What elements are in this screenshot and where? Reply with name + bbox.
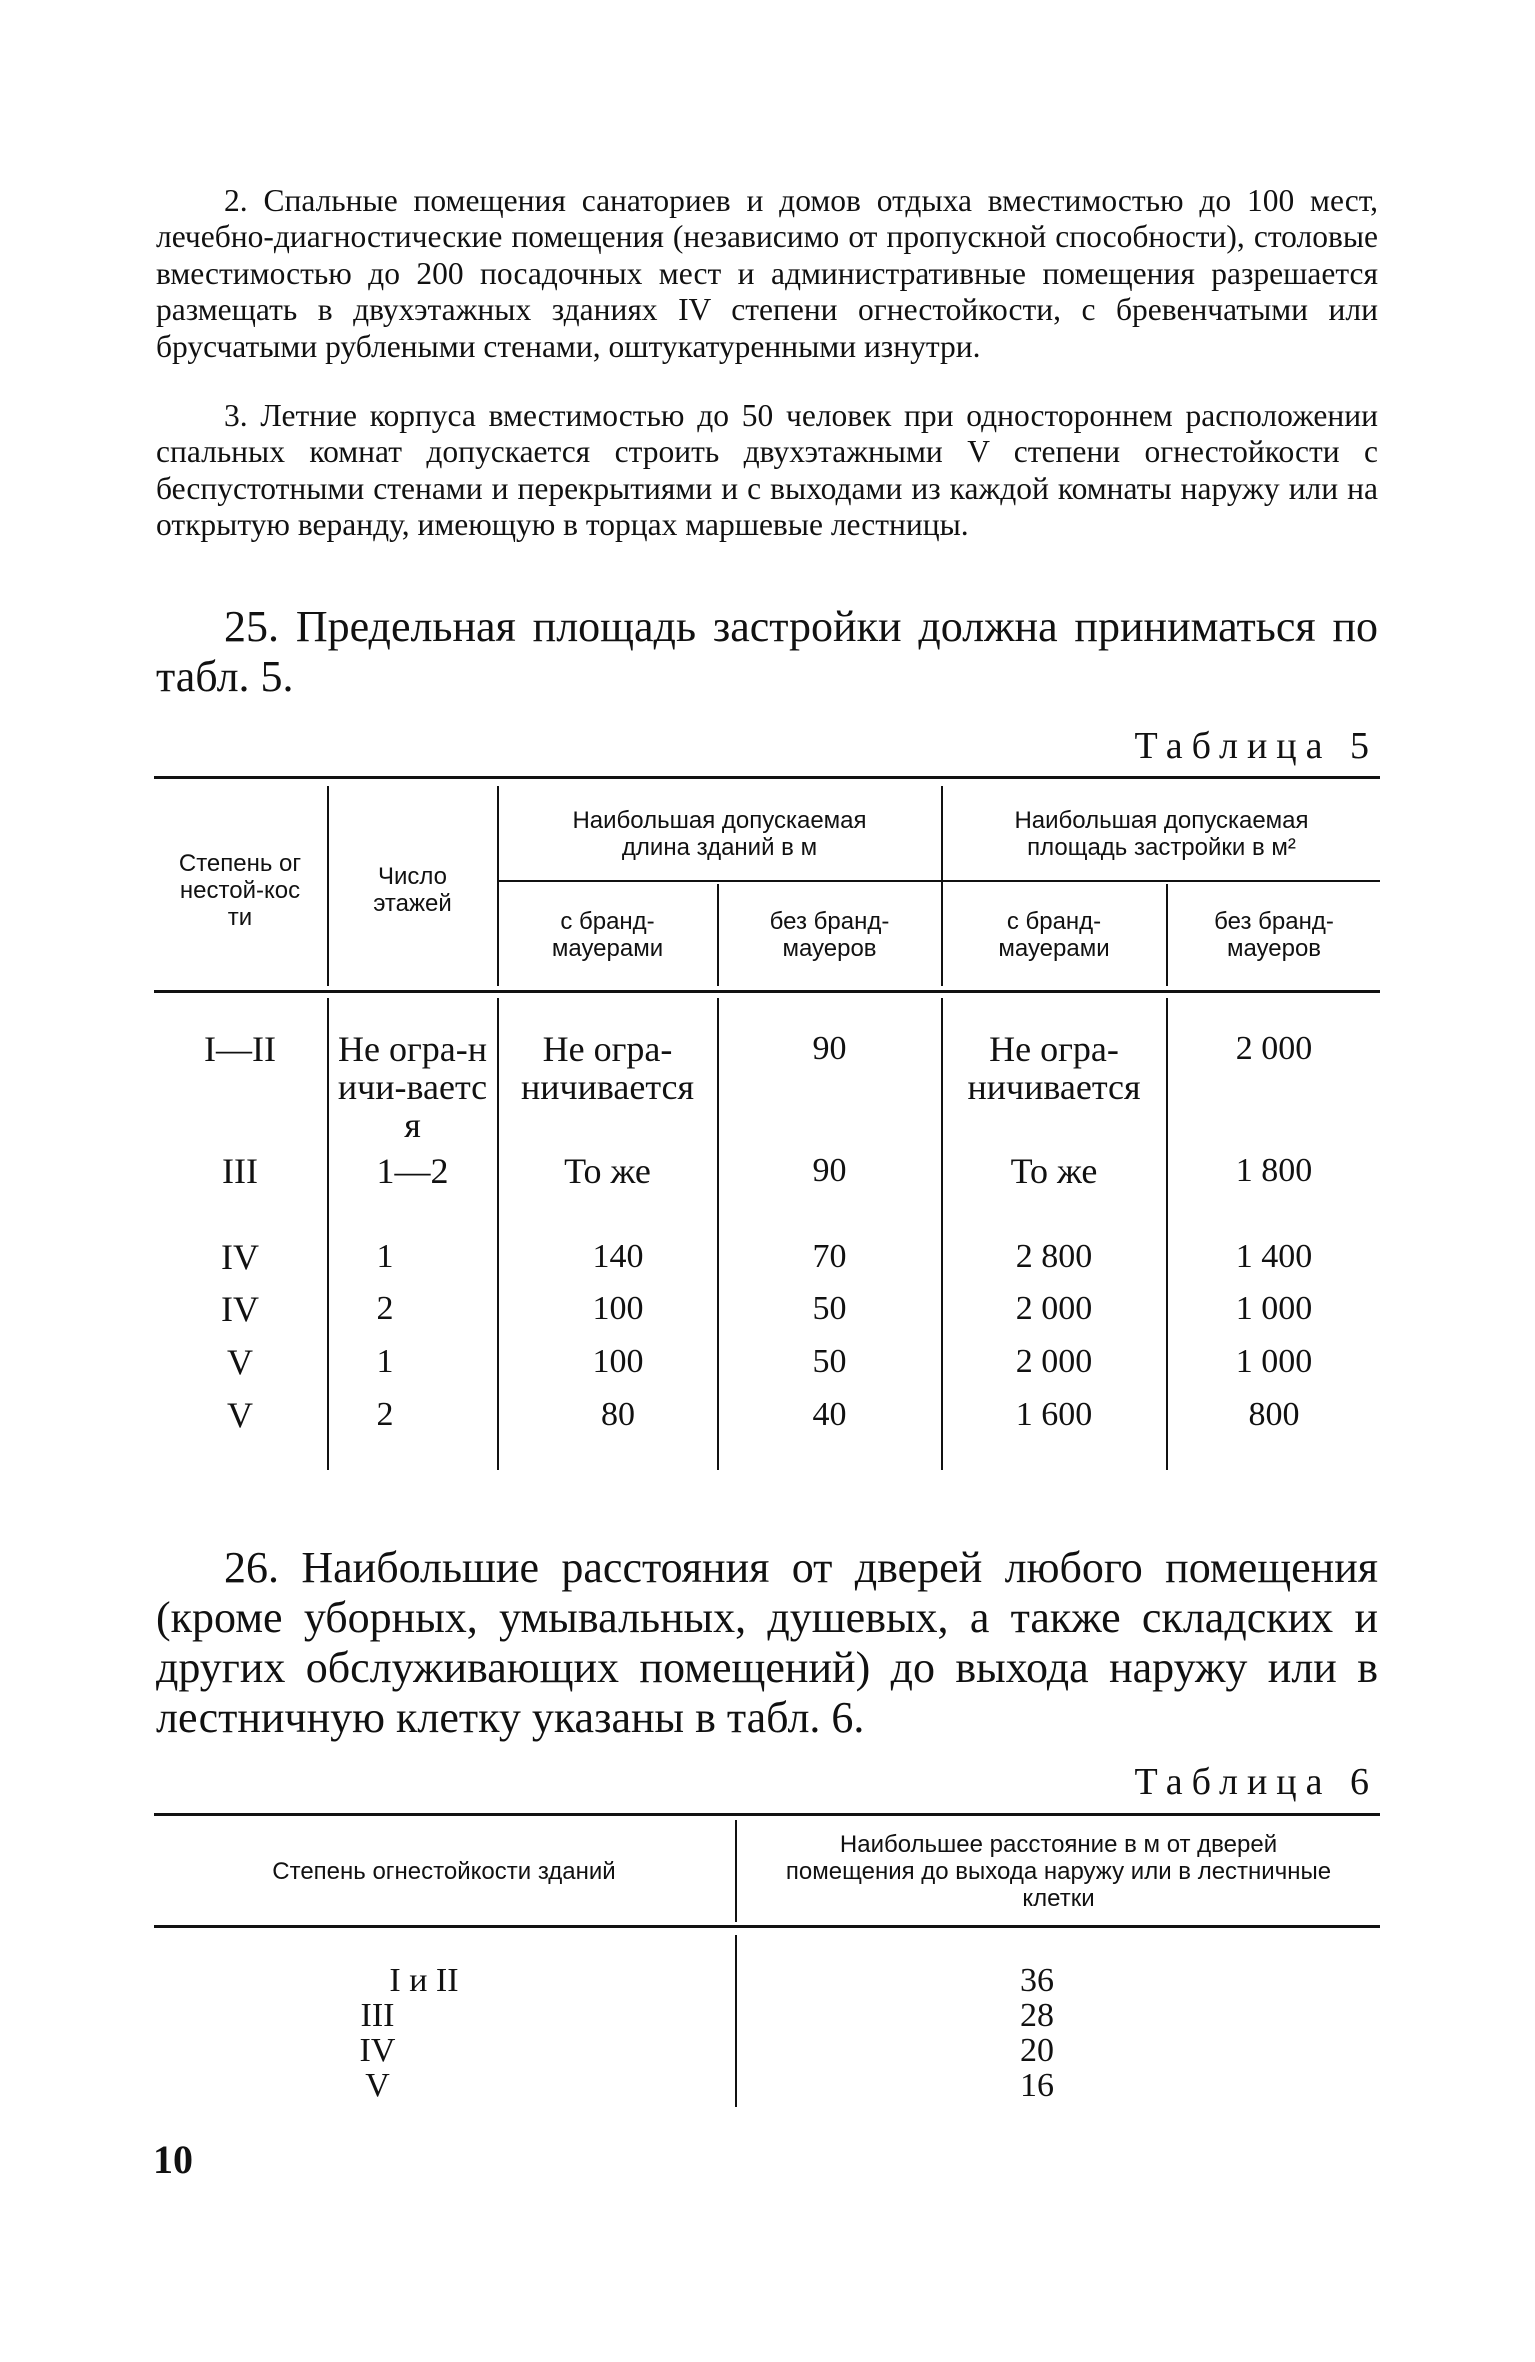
table5-header-area-without-text: без бранд-мауеров: [1214, 908, 1334, 962]
table5-header-degree: [154, 800, 326, 980]
clause-26: 26. Наибольшие расстояния от дверей любого помещения (кроме уборных, умывальных, душевых, а также складских и других обслуживающих помещений) до выхода наружу или в лестничную клетку указаны в табл. 6.: [156, 1543, 1378, 1742]
table5-row2-len-without: 90: [812, 1152, 847, 1189]
table5-top-rule: [154, 776, 1380, 779]
table5-header-len-without: [719, 884, 940, 986]
table5-row5-area-with: 2 000: [1015, 1343, 1093, 1380]
table5-row6-degree: V: [227, 1395, 253, 1435]
table6-header-degree: [154, 1820, 734, 1922]
table5-row1-area-without: 2 000: [1235, 1030, 1313, 1067]
table5-row1-len-with: Не огра-ничивается: [520, 1029, 695, 1107]
table5-row6-area-with: 1 600: [1015, 1396, 1093, 1433]
table6-header-distance: [737, 1820, 1380, 1922]
paragraph-3: 3. Летние корпуса вместимостью до 50 человек при одностороннем расположении спальных комнат допускается строить двухэтажными V степени огнестойкости с беспустотными стенами и перекрытиями и с выходами из каждой комнаты наружу или на открытую веранду, имеющую в торцах маршевые лестницы.: [156, 398, 1378, 543]
table5-row2-len-with: То же: [564, 1151, 651, 1191]
table5-row2-degree: III: [222, 1151, 258, 1191]
table5-header-area-without: [1168, 884, 1380, 986]
table5-caption: Таблица 5: [1134, 725, 1378, 767]
table6-top-rule: [154, 1813, 1380, 1816]
table5-row3-len-without: 70: [812, 1238, 847, 1275]
table6-row2-distance: 28: [1020, 1997, 1054, 2034]
table5-header-area-text: Наибольшая допускаемая площадь застройки в м²: [1014, 807, 1309, 861]
table5-row5-len-without: 50: [812, 1343, 847, 1380]
table5-row1-floors: Не огра-ничи-вается: [337, 1029, 488, 1145]
table6-header-rule: [154, 1925, 1380, 1928]
table5-row6-floors: 2: [376, 1396, 394, 1433]
table5-row5-floors: 1: [376, 1343, 394, 1380]
table5-row2-area-with: То же: [1010, 1151, 1098, 1191]
table5-header-area-with: [943, 884, 1165, 986]
table5-row2-floors: 1—2: [376, 1151, 449, 1191]
table5-row5-len-with: 100: [592, 1343, 644, 1380]
table6-row3-degree: IV: [359, 2032, 396, 2069]
table5-header-area-with-text: с бранд-мауерами: [998, 908, 1110, 962]
table5-header-degree-text: Степень огнестой-кости: [178, 849, 302, 931]
table5-header-len-without-text: без бранд-мауеров: [769, 908, 890, 962]
table6-header-degree-text: Степень огнестойкости зданий: [272, 1857, 616, 1885]
table6-row3-distance: 20: [1020, 2032, 1054, 2069]
table5-header-len-with: [499, 884, 716, 986]
table6-header-distance-text: Наибольшее расстояние в м от дверей помещения до выхода наружу или в лестничные клетки: [785, 1830, 1332, 1912]
table5-row6-len-with: 80: [601, 1396, 635, 1433]
table5-row1-area-with: Не огра-ничивается: [967, 1029, 1141, 1107]
table5-header-divider: [497, 880, 1380, 882]
table6-caption: Таблица 6: [1134, 1761, 1378, 1803]
table5-row5-area-without: 1 000: [1235, 1343, 1313, 1380]
table5-row6-len-without: 40: [812, 1396, 847, 1433]
clause-25: 25. Предельная площадь застройки должна приниматься по табл. 5.: [156, 602, 1378, 701]
table6-row1-distance: 36: [1020, 1962, 1054, 1999]
table5-row6-area-without: 800: [1248, 1396, 1300, 1433]
table5-header-length-group: [499, 792, 940, 876]
table6-row4-distance: 16: [1020, 2067, 1054, 2104]
table5-row3-degree: IV: [221, 1237, 259, 1277]
table5-header-floors-text: Число этажей: [373, 863, 452, 917]
table5-row3-area-without: 1 400: [1235, 1238, 1313, 1275]
table5-row1-len-without: 90: [812, 1030, 847, 1067]
table5-header-rule: [154, 990, 1380, 993]
table5-header-area-group: [943, 792, 1380, 876]
table6-row2-degree: III: [360, 1997, 395, 2034]
table5-row4-area-without: 1 000: [1235, 1290, 1313, 1327]
table6-row4-degree: V: [365, 2067, 390, 2104]
table5-header-length-text: Наибольшая допускаемая длина зданий в м: [572, 807, 867, 861]
table5-row3-area-with: 2 800: [1015, 1238, 1093, 1275]
page-number: 10: [153, 2137, 193, 2182]
table6-row1-degree: I и II: [389, 1962, 459, 1999]
table5-row4-area-with: 2 000: [1015, 1290, 1093, 1327]
table5-row3-len-with: 140: [592, 1238, 644, 1275]
table5-row1-degree: I—II: [204, 1029, 276, 1069]
table5-row4-degree: IV: [221, 1289, 259, 1329]
table5-row4-len-without: 50: [812, 1290, 847, 1327]
paragraph-2: 2. Спальные помещения санаториев и домов отдыха вместимостью до 100 мест, лечебно-диагностические помещения (независимо от пропускной способности), столовые вместимостью до 200 посадочных мест и административные помещения разрешается размещать в двухэтажных зданиях IV степени огнестойкости, с бревенчатыми или брусчатыми рублеными стенами, оштукатуренными изнутри.: [156, 183, 1378, 364]
table5-row3-floors: 1: [376, 1238, 394, 1275]
table5-row4-floors: 2: [376, 1290, 394, 1327]
table5-row5-degree: V: [227, 1342, 253, 1382]
table5-row2-area-without: 1 800: [1235, 1152, 1313, 1189]
table5-header-len-with-text: с бранд-мауерами: [551, 908, 664, 962]
table5-row4-len-with: 100: [592, 1290, 644, 1327]
table5-header-floors: [329, 800, 496, 980]
